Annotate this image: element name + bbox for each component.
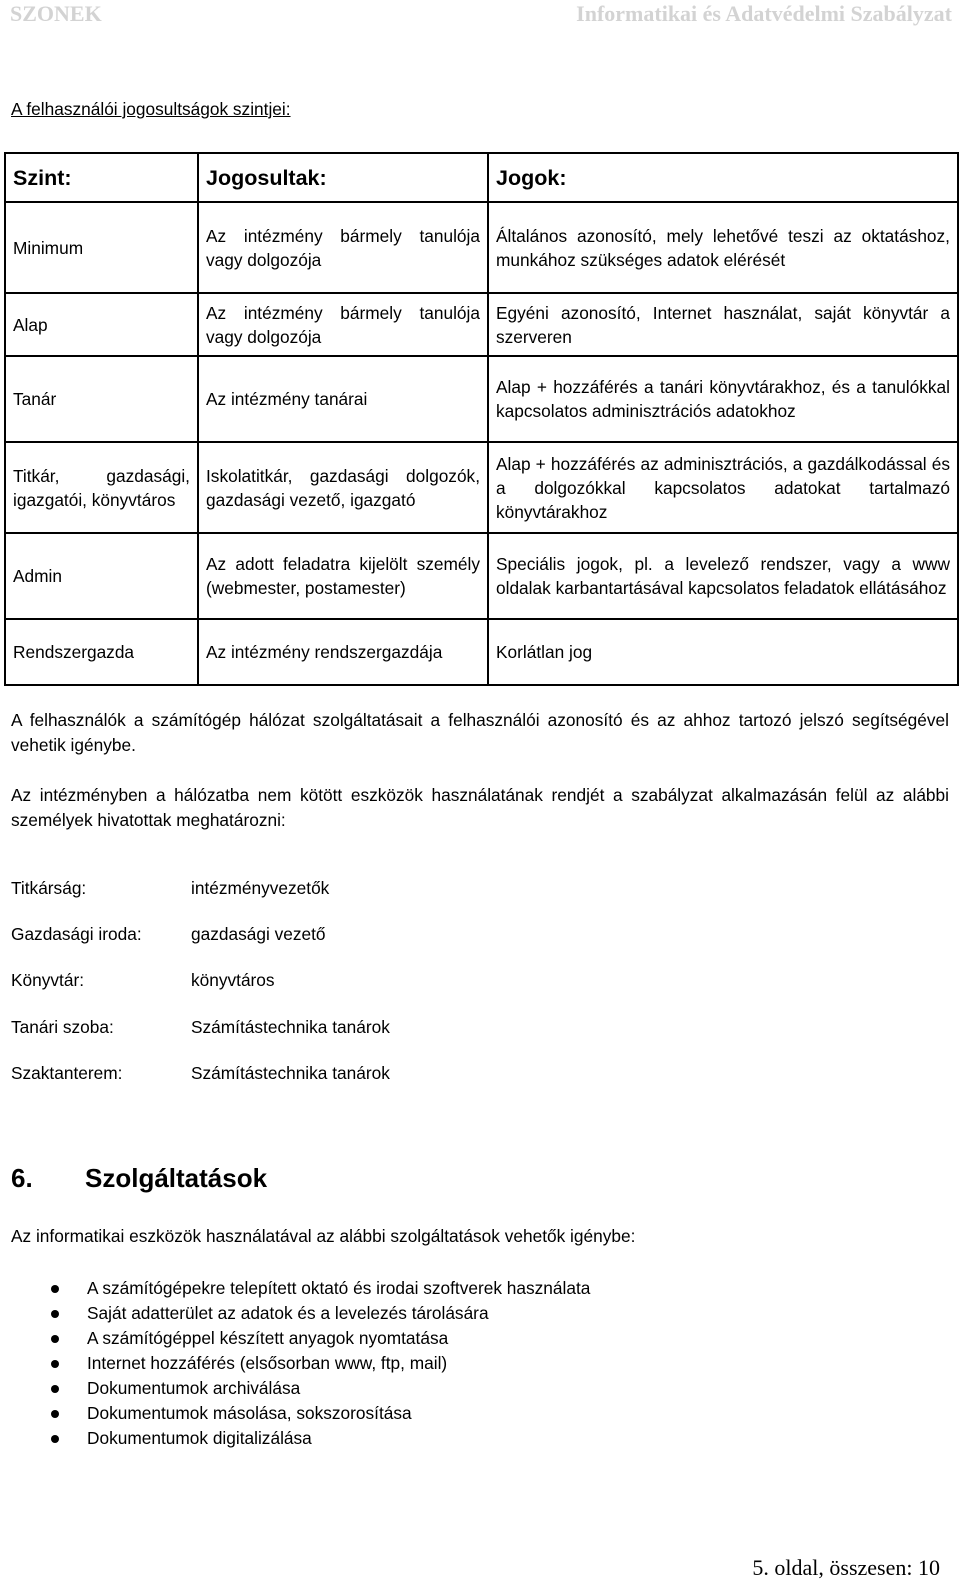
who-cell: Az intézmény tanárai — [198, 356, 488, 442]
list-item — [0, 1401, 590, 1426]
page-header — [0, 0, 960, 30]
assignment-place: Szaktanterem: — [11, 1063, 123, 1083]
bullet-icon — [51, 1285, 59, 1293]
list-item — [0, 1276, 590, 1301]
table-row — [5, 293, 958, 356]
level-cell: Admin — [5, 533, 198, 619]
bullet-icon — [51, 1385, 59, 1393]
level-cell: Rendszergazda — [5, 619, 198, 685]
assignment-person: gazdasági vezető — [191, 924, 326, 944]
page-footer: 5. oldal, összesen: 10 — [752, 1555, 940, 1580]
table-row — [5, 442, 958, 533]
table-row — [5, 356, 958, 442]
header-doc-title: Informatikai és Adatvédelmi Szabályzat — [576, 1, 952, 26]
section-number: 6. — [11, 1163, 33, 1193]
level-cell: Titkár, gazdasági, igazgatói, könyvtáros — [5, 442, 198, 533]
assignment-place: Könyvtár: — [11, 970, 84, 990]
bullet-icon — [51, 1360, 59, 1368]
rights-cell: Általános azonosító, mely lehetővé teszi az oktatáshoz, munkához szükséges adatok elérését — [488, 202, 958, 293]
rights-cell: Korlátlan jog — [488, 619, 958, 685]
assignment-place: Titkárság: — [11, 878, 87, 898]
rights-cell: Speciális jogok, pl. a levelező rendszer, vagy a www oldalak karbantartásával kapcsolatos feladatok ellátásához — [488, 533, 958, 619]
list-item-text: Internet hozzáférés (elsősorban www, ftp, mail) — [87, 1353, 448, 1373]
list-item — [0, 1376, 590, 1401]
bullet-icon — [51, 1335, 59, 1343]
rights-cell: Egyéni azonosító, Internet használat, saját könyvtár a szerveren — [488, 293, 958, 356]
assignment-person: intézményvezetők — [191, 878, 330, 898]
level-cell: Tanár — [5, 356, 198, 442]
who-cell: Az intézmény rendszergazdája — [198, 619, 488, 685]
table-row — [5, 619, 958, 685]
table-row — [5, 533, 958, 619]
services-intro: Az informatikai eszközök használatával az alábbi szolgáltatások vehetők igénybe: — [11, 1226, 636, 1246]
rights-cell: Alap + hozzáférés a tanári könyvtárakhoz, és a tanulókkal kapcsolatos adminisztrációs adatokhoz — [488, 356, 958, 442]
section-heading — [11, 1163, 267, 1194]
section-title: A felhasználói jogosultságok szintjei: — [11, 99, 291, 119]
bullet-icon — [51, 1310, 59, 1318]
list-item-text: Dokumentumok digitalizálása — [87, 1428, 312, 1448]
table-row — [5, 202, 958, 293]
assignment-person: Számítástechnika tanárok — [191, 1063, 390, 1083]
list-item — [0, 1351, 590, 1376]
who-cell: Iskolatitkár, gazdasági dolgozók, gazdasági vezető, igazgató — [198, 442, 488, 533]
list-item-text: A számítógépekre telepített oktató és irodai szoftverek használata — [87, 1278, 591, 1298]
list-item-text: Dokumentumok archiválása — [87, 1378, 301, 1398]
rights-cell: Alap + hozzáférés az adminisztrációs, a gazdálkodással és a dolgozókkal kapcsolatos adatokat tartalmazó könyvtárakhoz — [488, 442, 958, 533]
paragraph-responsibles: Az intézményben a hálózatba nem kötött eszközök használatának rendjét a szabályzat alkalmazásán felül az alábbi személyek hivatottak meghatározni: — [11, 785, 949, 830]
bullet-icon — [51, 1410, 59, 1418]
section-heading-title: Szolgáltatások — [85, 1163, 268, 1193]
list-item-text: A számítógéppel készített anyagok nyomtatása — [87, 1328, 449, 1348]
header-org: SZONEK — [10, 1, 102, 26]
paragraph-credentials: A felhasználók a számítógép hálózat szolgáltatásait a felhasználói azonosító és az ahhoz tartozó jelszó segítségével vehetik igénybe. — [11, 710, 949, 755]
list-item — [0, 1301, 590, 1326]
header-level: Szint: — [5, 153, 198, 202]
who-cell: Az adott feladatra kijelölt személy (webmester, postamester) — [198, 533, 488, 619]
services-list — [0, 1276, 590, 1451]
permission-levels-table — [4, 152, 959, 686]
level-cell: Minimum — [5, 202, 198, 293]
assignment-place: Tanári szoba: — [11, 1017, 114, 1037]
list-item-text: Dokumentumok másolása, sokszorosítása — [87, 1403, 412, 1423]
assignment-person: könyvtáros — [191, 970, 275, 990]
bullet-icon — [51, 1435, 59, 1443]
list-item-text: Saját adatterület az adatok és a levelezés tárolására — [87, 1303, 489, 1323]
list-item — [0, 1326, 590, 1351]
level-cell: Alap — [5, 293, 198, 356]
table-header-row — [5, 153, 958, 202]
assignment-person: Számítástechnika tanárok — [191, 1017, 390, 1037]
header-rights: Jogok: — [488, 153, 958, 202]
who-cell: Az intézmény bármely tanulója vagy dolgozója — [198, 202, 488, 293]
list-item — [0, 1426, 590, 1451]
header-who: Jogosultak: — [198, 153, 488, 202]
assignment-place: Gazdasági iroda: — [11, 924, 142, 944]
who-cell: Az intézmény bármely tanulója vagy dolgozója — [198, 293, 488, 356]
